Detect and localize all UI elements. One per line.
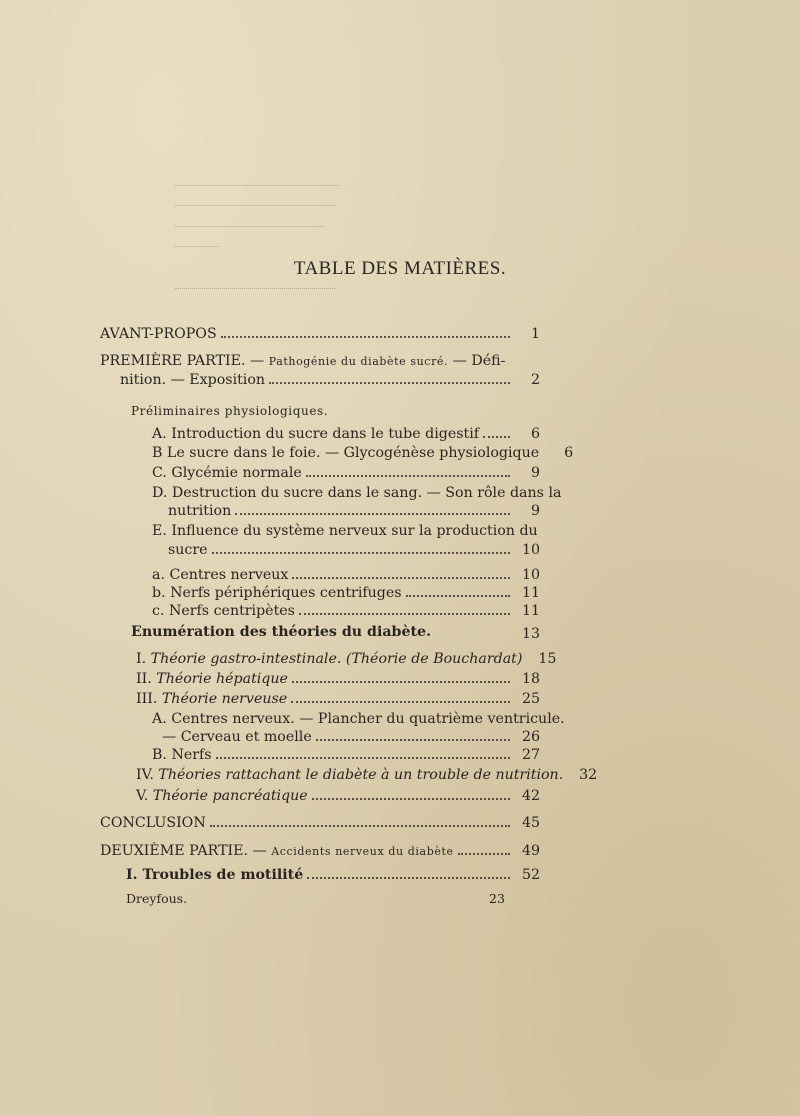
toc-label: sucre: [168, 542, 208, 558]
toc-entry-d: D. Destruction du sucre dans le sang. — Son rôle dans la: [152, 485, 562, 501]
toc-page: 9: [530, 503, 540, 519]
toc-label: [136, 650, 522, 669]
toc-entry-theorie-3: [136, 690, 540, 709]
toc-page: 10: [521, 567, 540, 583]
toc-label-italic: Théories rattachant le diabète à un trouble de nutrition.: [158, 767, 564, 783]
toc-label-italic: Théorie pancréatique: [152, 788, 308, 804]
toc-entry-d-cont: [168, 502, 540, 521]
toc-entry-sub-a: [152, 566, 540, 585]
bleed-through-line: [175, 246, 220, 248]
toc-label: I. Troubles de motilité: [126, 867, 304, 883]
toc-entry-sub-b: [152, 584, 540, 603]
toc-page: 32: [579, 767, 598, 783]
toc-page: 52: [521, 867, 540, 883]
roman-numeral: III.: [136, 691, 158, 707]
toc-label: PREMIÈRE PARTIE. —: [100, 353, 265, 369]
toc-entry-conclusion: [100, 814, 540, 833]
toc-entry-premiere-partie-cont: [120, 371, 540, 390]
dot-leader: [307, 866, 510, 879]
toc-entry-theorie-3a-cont: [162, 728, 540, 747]
toc-page: 11: [521, 585, 540, 601]
toc-entry-premiere-partie: [100, 352, 540, 371]
toc-label: DEUXIÈME PARTIE. —: [100, 843, 267, 859]
dot-leader: [312, 787, 510, 800]
dot-leader: [316, 728, 510, 741]
toc-entry-theorie-3b: [152, 746, 540, 765]
bleed-through-line: [175, 226, 325, 228]
toc-entry-e-cont: [168, 541, 540, 560]
toc-page: 9: [530, 465, 540, 481]
toc-page: 2: [530, 372, 540, 388]
toc-entry-e: E. Influence du système nerveux sur la production du: [152, 523, 538, 539]
toc-label: B Le sucre dans le foie. — Glycogénèse physiologique: [152, 445, 540, 461]
toc-entry-a: [152, 425, 540, 444]
toc-page: 13: [521, 626, 540, 642]
toc-page: 10: [521, 542, 540, 558]
toc-label-italic: (Théorie de Bouchardat): [345, 651, 523, 667]
toc-page: 42: [521, 788, 540, 804]
toc-page: 6: [530, 426, 540, 442]
toc-page: 26: [521, 729, 540, 745]
toc-label: c. Nerfs centripètes: [152, 603, 295, 619]
toc-entry-theorie-3a: A. Centres nerveux. — Plancher du quatrième ventricule.: [152, 711, 565, 727]
section-heading-preliminaires: Préliminaires physiologiques.: [131, 404, 329, 418]
toc-page: 6: [564, 445, 574, 461]
toc-entry-theorie-2: [136, 670, 540, 689]
dot-leader: [483, 425, 510, 438]
roman-numeral: V.: [136, 788, 149, 804]
dot-leader: [299, 602, 510, 615]
toc-entry-sub-c: [152, 602, 540, 621]
section-heading-enumeration: Enumération des théories du diabète.: [131, 624, 432, 640]
toc-page: 49: [521, 843, 540, 859]
dot-leader: [306, 464, 510, 477]
toc-label: [100, 842, 454, 861]
dot-leader: [292, 670, 510, 683]
toc-label-smallcaps: Accidents nerveux du diabète: [271, 845, 454, 858]
toc-page: 11: [521, 603, 540, 619]
dot-leader: [291, 690, 510, 703]
roman-numeral: IV.: [136, 767, 154, 783]
toc-entry-c: [152, 464, 540, 483]
toc-entry-b: [152, 444, 574, 463]
toc-page: 15: [538, 651, 557, 667]
toc-label-italic: Théorie nerveuse: [161, 691, 288, 707]
toc-entry-theorie-4: [136, 766, 598, 785]
footer-author: Dreyfous.: [126, 891, 188, 906]
toc-label: — Défi-: [452, 353, 506, 369]
toc-label: B. Nerfs: [152, 747, 212, 763]
dot-leader: [212, 541, 510, 554]
toc-label: — Cerveau et moelle: [162, 729, 312, 745]
toc-entry-avant-propos: [100, 325, 540, 344]
toc-entry-troubles: [126, 866, 540, 885]
toc-label: C. Glycémie normale: [152, 465, 302, 481]
dot-leader: [406, 584, 510, 597]
dot-leader: [221, 325, 510, 338]
bleed-through-line: [175, 205, 335, 207]
toc-entry-deuxieme-partie: [100, 842, 540, 861]
bleed-through-line: [175, 288, 335, 290]
toc-label: CONCLUSION: [100, 815, 206, 831]
roman-numeral: II.: [136, 671, 152, 687]
footer-signature-mark: 23: [489, 891, 505, 906]
toc-label-smallcaps: Pathogénie du diabète sucré.: [268, 355, 449, 368]
toc-label: [136, 690, 287, 709]
dot-leader: [292, 566, 510, 579]
toc-label: nutrition: [168, 503, 232, 519]
toc-page: 18: [521, 671, 540, 687]
dot-leader: [235, 502, 510, 515]
toc-label: a. Centres nerveux: [152, 567, 289, 583]
toc-page: 1: [530, 326, 540, 342]
toc-entry-theorie-5: [136, 787, 540, 806]
toc-page: 25: [521, 691, 540, 707]
toc-entry-theorie-1: [136, 650, 557, 669]
toc-label: nition. — Exposition: [120, 372, 266, 388]
toc-label: [136, 670, 288, 689]
toc-label: A. Introduction du sucre dans le tube digestif: [152, 426, 480, 442]
dot-leader: [210, 814, 510, 827]
toc-label: AVANT-PROPOS: [100, 326, 217, 342]
toc-label: [136, 766, 563, 785]
toc-label: b. Nerfs périphériques centrifuges: [152, 585, 402, 601]
roman-numeral: I.: [136, 651, 147, 667]
toc-label-italic: Théorie gastro-intestinale.: [150, 651, 342, 667]
toc-label-italic: Théorie hépatique: [156, 671, 288, 687]
bleed-through-line: [175, 185, 340, 187]
toc-label: [136, 787, 308, 806]
toc-page: 27: [521, 747, 540, 763]
dot-leader: [458, 842, 510, 855]
dot-leader: [269, 371, 510, 384]
dot-leader: [216, 746, 510, 759]
toc-page: 45: [521, 815, 540, 831]
page-title: TABLE DES MATIÈRES.: [293, 258, 507, 279]
